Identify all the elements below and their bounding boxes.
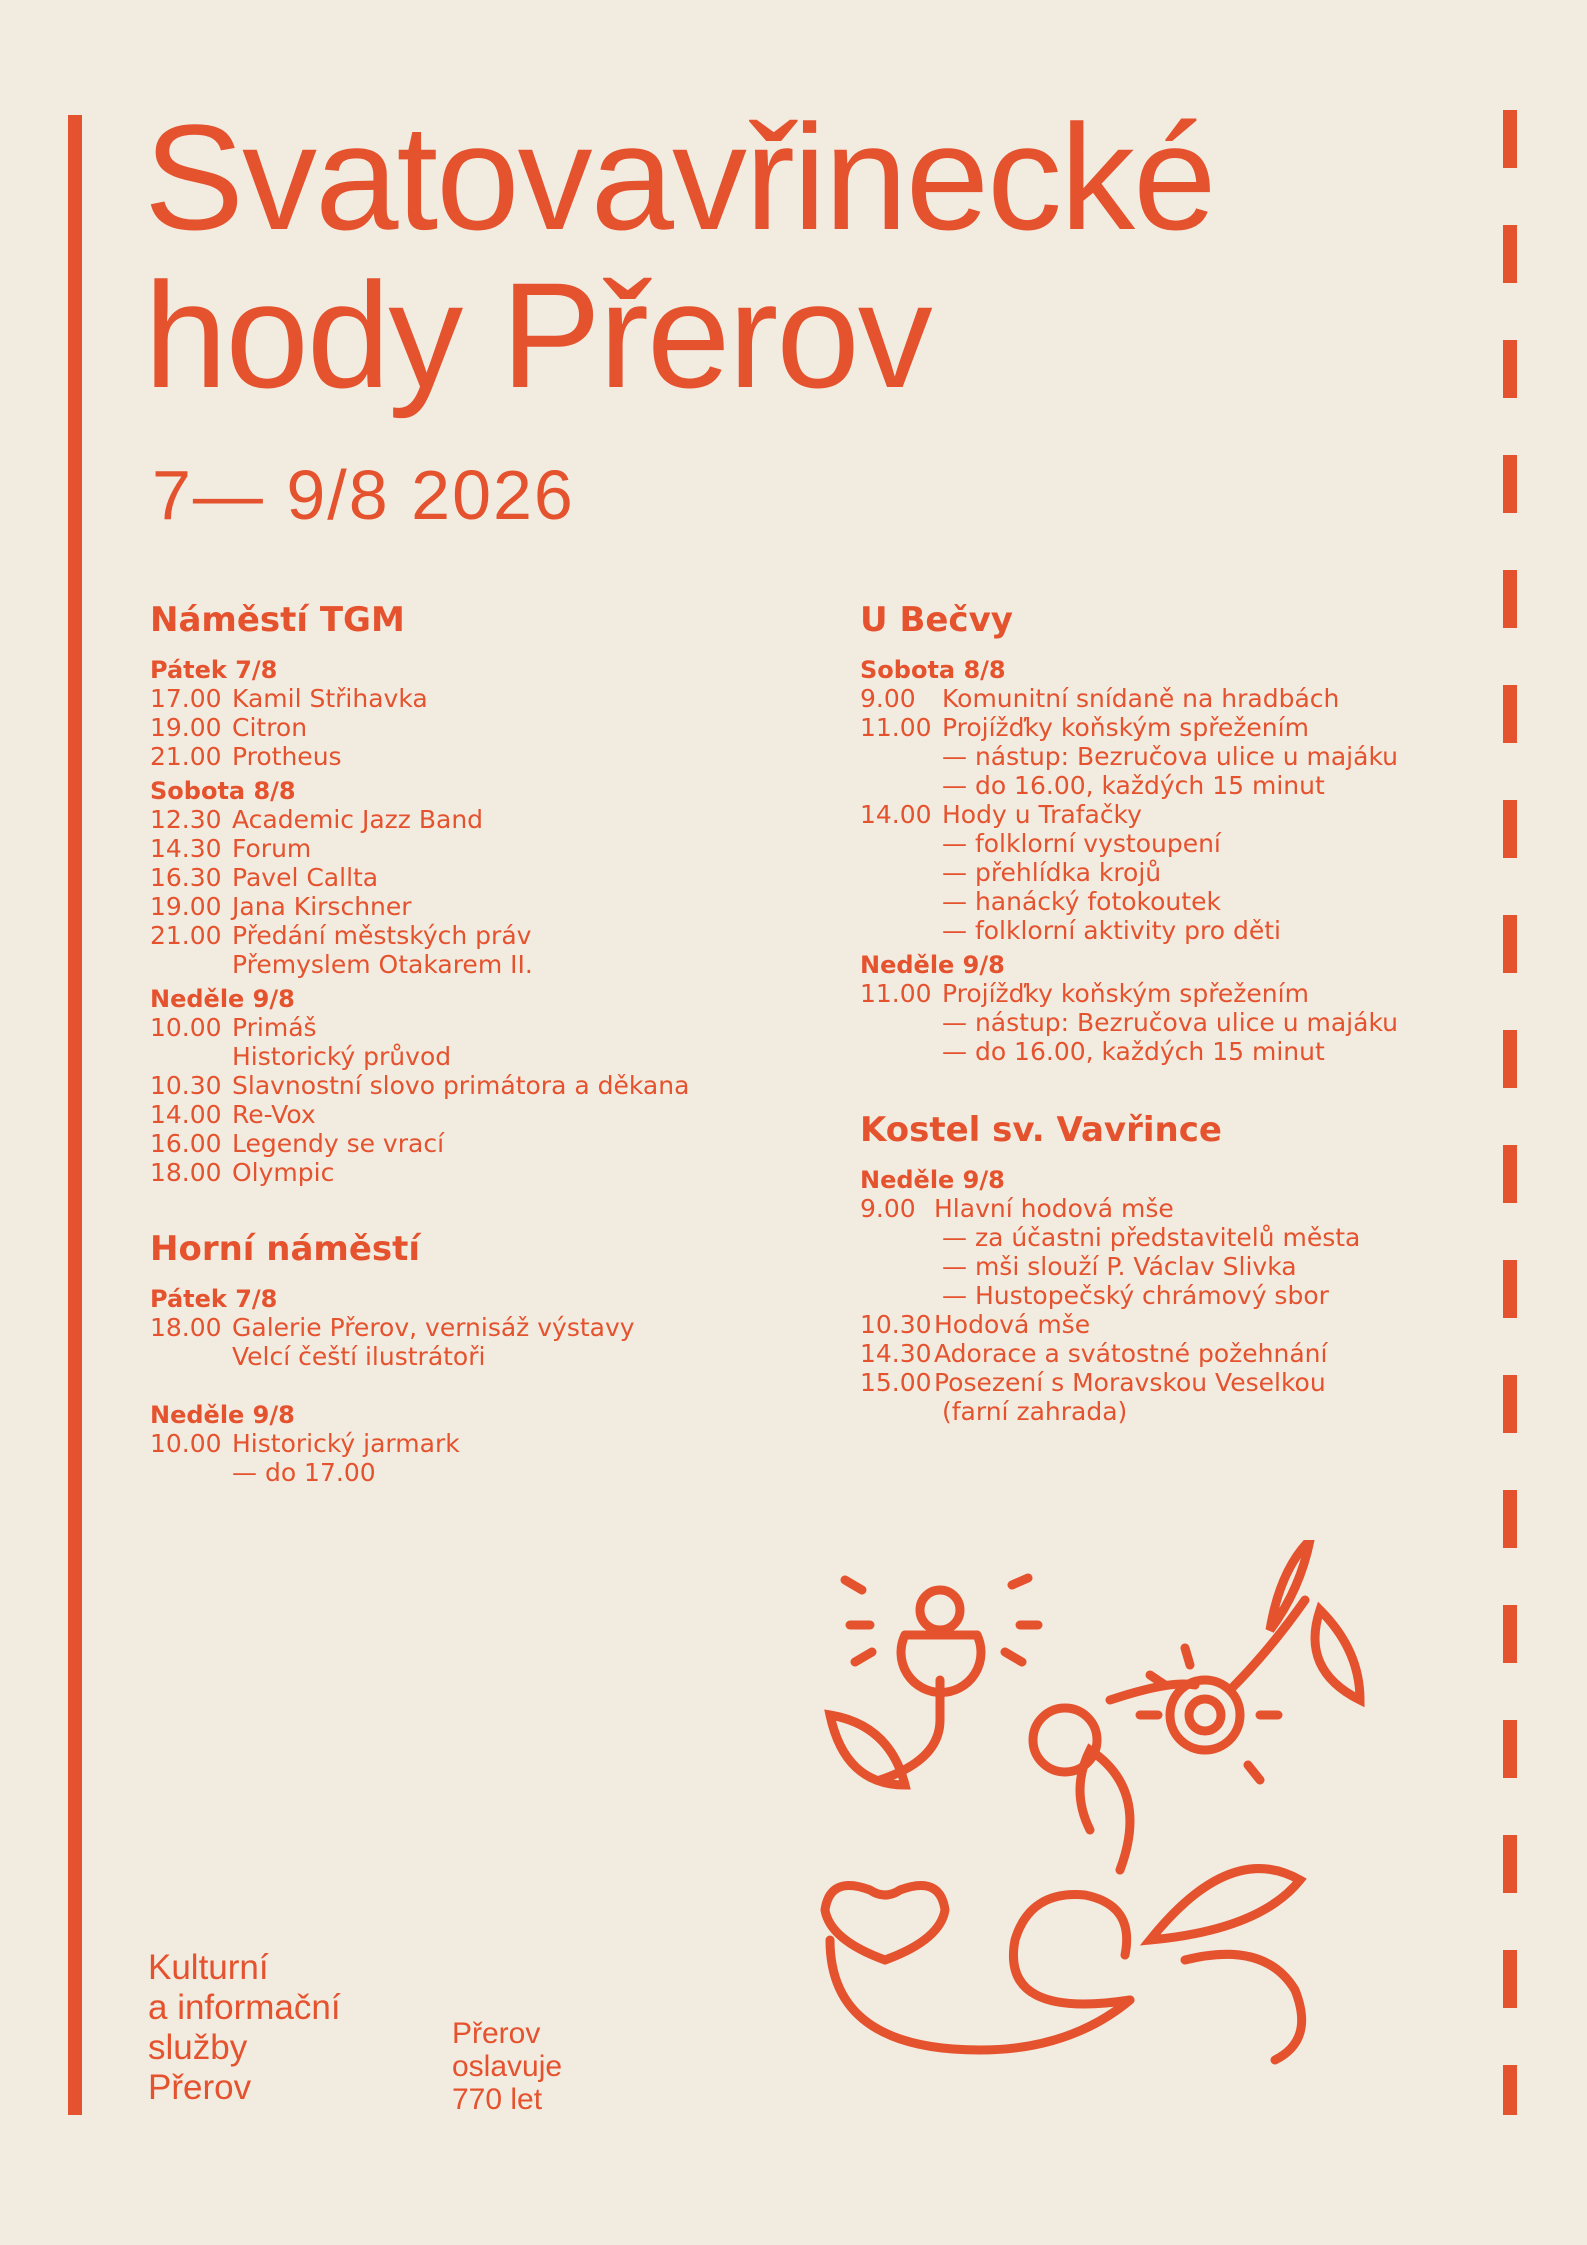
event: Projížďky koňským spřežením [942, 713, 1309, 742]
program-row [150, 1071, 770, 1100]
event: Hlavní hodová mše [934, 1194, 1174, 1223]
event-detail: — za účastni představitelů města [942, 1223, 1361, 1252]
time: 11.00 [860, 713, 932, 742]
event-detail: — hanácký fotokoutek [942, 887, 1221, 916]
event: Citron [232, 713, 308, 742]
event-detail: — nástup: Bezručova ulice u majáku [942, 742, 1398, 771]
event-detail: — Hustopečský chrámový sbor [942, 1281, 1329, 1310]
event: Posezení s Moravskou Veselkou [934, 1368, 1326, 1397]
event-detail: — nástup: Bezručova ulice u majáku [942, 1008, 1398, 1037]
event: Galerie Přerov, vernisáž výstavy [232, 1313, 635, 1342]
program-row [150, 684, 770, 713]
event: Olympic [232, 1158, 335, 1187]
event: Hody u Trafačky [942, 800, 1142, 829]
program-row [150, 1313, 770, 1342]
day-heading: Sobota 8/8 [150, 777, 296, 805]
program-row [150, 1129, 770, 1158]
left-rule [68, 115, 82, 2115]
event-detail: — do 16.00, každých 15 minut [942, 771, 1325, 800]
program-row [150, 1158, 770, 1187]
title-line-2: hody Přerov [144, 251, 931, 419]
event: Projížďky koňským spřežením [942, 979, 1309, 1008]
time: 10.30 [860, 1310, 932, 1339]
event: Komunitní snídaně na hradbách [942, 684, 1340, 713]
event-detail: — folklorní aktivity pro děti [942, 916, 1281, 945]
event: Slavnostní slovo primátora a děkana [232, 1071, 690, 1100]
program-row [150, 742, 770, 771]
kis-line: služby [148, 2028, 248, 2067]
event-detail: — do 16.00, každých 15 minut [942, 1037, 1325, 1066]
program-row [860, 1310, 1480, 1339]
time: 21.00 [150, 921, 222, 950]
program-right-column [860, 600, 1480, 1426]
event-detail: — přehlídka krojů [942, 858, 1162, 887]
program-row [860, 1368, 1480, 1397]
event: Re-Vox [232, 1100, 316, 1129]
day-heading: Pátek 7/8 [150, 656, 278, 684]
venue-becva: U Bečvy [860, 600, 1013, 640]
poster-title [144, 93, 1215, 419]
event: Academic Jazz Band [232, 805, 484, 834]
program-row [150, 713, 770, 742]
event-detail: — mši slouží P. Václav Slivka [942, 1252, 1297, 1281]
day-heading: Neděle 9/8 [150, 1401, 295, 1429]
day-heading: Neděle 9/8 [860, 1166, 1005, 1194]
time: 17.00 [150, 684, 222, 713]
time: 10.30 [150, 1071, 222, 1100]
folk-ornament-icon [820, 1540, 1400, 2070]
program-row [860, 684, 1480, 713]
day-heading: Neděle 9/8 [150, 985, 295, 1013]
kis-line: Přerov [148, 2068, 252, 2107]
event-detail: — do 17.00 [232, 1458, 376, 1487]
day-heading: Sobota 8/8 [860, 656, 1006, 684]
program-row [150, 834, 770, 863]
time: 12.30 [150, 805, 222, 834]
kis-logo [148, 1948, 341, 2108]
time: 10.00 [150, 1013, 222, 1042]
time: 9.00 [860, 1194, 916, 1223]
time: 19.00 [150, 892, 222, 921]
event-detail: (farní zahrada) [942, 1397, 1128, 1426]
event-detail: Velcí čeští ilustrátoři [232, 1342, 486, 1371]
program-row [860, 1339, 1480, 1368]
time: 19.00 [150, 713, 222, 742]
program-row [150, 921, 770, 950]
title-line-1: Svatovavřinecké [144, 93, 1215, 261]
right-dashed-rule [1503, 110, 1517, 2115]
program-row [150, 1013, 770, 1042]
event-detail: Historický průvod [232, 1042, 452, 1071]
program-row [150, 805, 770, 834]
kis-line: Kulturní [148, 1948, 269, 1987]
time: 15.00 [860, 1368, 932, 1397]
program-left-column [150, 600, 770, 1487]
kis-line: a informační [148, 1988, 341, 2027]
event-detail: Přemyslem Otakarem II. [232, 950, 533, 979]
event: Legendy se vrací [232, 1129, 445, 1158]
program-row [150, 1429, 770, 1458]
time: 18.00 [150, 1158, 222, 1187]
time: 16.00 [150, 1129, 222, 1158]
event: Historický jarmark [232, 1429, 460, 1458]
event: Jana Kirschner [232, 892, 412, 921]
program-row [150, 863, 770, 892]
program-row [860, 979, 1480, 1008]
venue-tgm: Náměstí TGM [150, 600, 405, 640]
event: Protheus [232, 742, 342, 771]
time: 14.00 [150, 1100, 222, 1129]
time: 9.00 [860, 684, 916, 713]
program-row [860, 800, 1480, 829]
event: Předání městských práv [232, 921, 532, 950]
event-date: 7— 9/8 2026 [152, 456, 575, 534]
anniv-line: 770 let [452, 2083, 543, 2116]
program-row [150, 1100, 770, 1129]
time: 14.30 [150, 834, 222, 863]
program-row [860, 1194, 1480, 1223]
day-heading: Pátek 7/8 [150, 1285, 278, 1313]
event: Hodová mše [934, 1310, 1091, 1339]
time: 21.00 [150, 742, 222, 771]
time: 16.30 [150, 863, 222, 892]
time: 11.00 [860, 979, 932, 1008]
time: 10.00 [150, 1429, 222, 1458]
event: Kamil Střihavka [232, 684, 428, 713]
anniversary-logo [452, 2017, 562, 2116]
anniv-line: oslavuje [452, 2050, 563, 2083]
event: Pavel Callta [232, 863, 379, 892]
day-heading: Neděle 9/8 [860, 951, 1005, 979]
time: 14.30 [860, 1339, 932, 1368]
time: 14.00 [860, 800, 932, 829]
venue-horni: Horní náměstí [150, 1229, 421, 1269]
venue-kostel: Kostel sv. Vavřince [860, 1110, 1222, 1150]
anniv-line: Přerov [452, 2017, 541, 2050]
program-row [860, 713, 1480, 742]
event: Primáš [232, 1013, 317, 1042]
event-detail: — folklorní vystoupení [942, 829, 1221, 858]
event: Forum [232, 834, 312, 863]
time: 18.00 [150, 1313, 222, 1342]
event: Adorace a svátostné požehnání [934, 1339, 1328, 1368]
program-row [150, 892, 770, 921]
